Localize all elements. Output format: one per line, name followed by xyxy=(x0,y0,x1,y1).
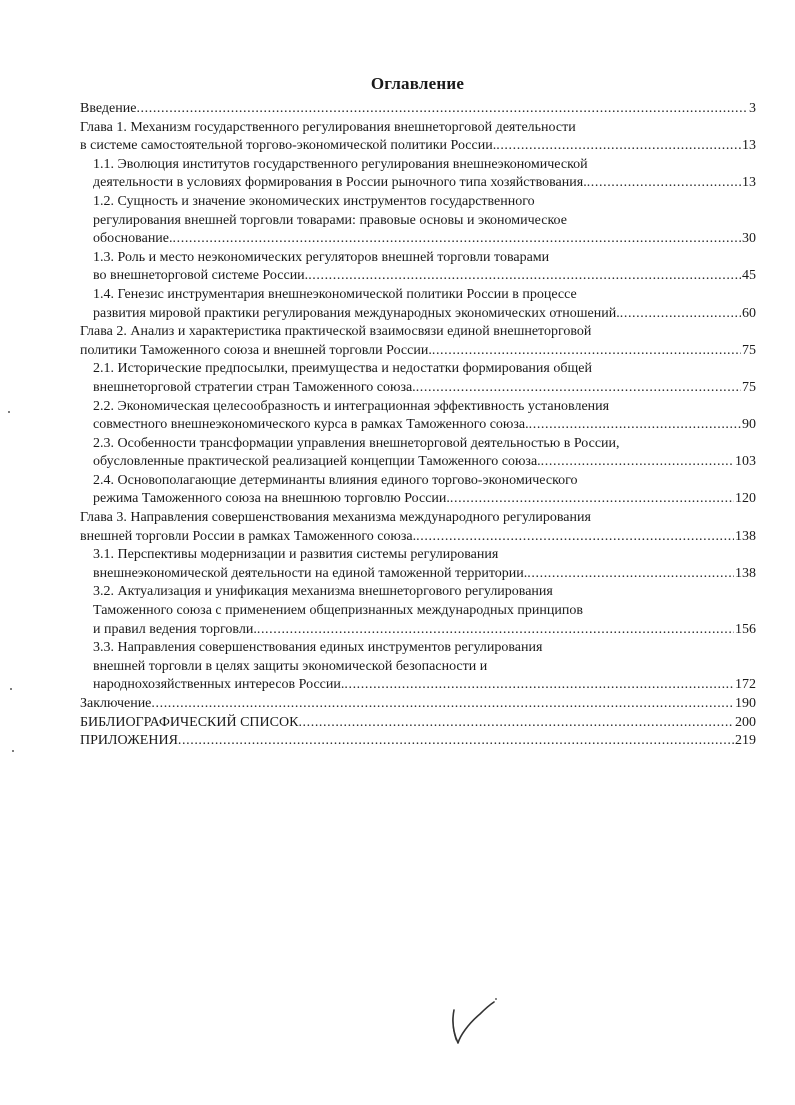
toc-entry-final-line xyxy=(80,714,756,733)
toc-subsection-entry xyxy=(93,472,756,509)
toc-entry-final-line xyxy=(80,695,756,714)
toc-entry-text: Введение xyxy=(80,101,137,116)
toc-entry-line: Глава 1. Механизм государственного регулирования внешнеторговой деятельности xyxy=(80,119,576,135)
toc-page-number: 90 xyxy=(742,417,756,433)
toc-entry-line: Глава 2. Анализ и характеристика практической взаимосвязи единой внешнеторговой xyxy=(80,324,592,340)
toc-entry-text: народнохозяйственных интересов России. xyxy=(93,677,345,693)
toc-entry-text: совместного внешнеэкономического курса в рамках Таможенного союза. xyxy=(93,417,529,433)
dot-leader xyxy=(527,565,734,584)
toc-entry-text: БИБЛИОГРАФИЧЕСКИЙ СПИСОК xyxy=(80,714,299,730)
toc-entry-final-line xyxy=(93,565,756,584)
scan-speck xyxy=(12,750,14,752)
toc-subsection-entry xyxy=(93,193,756,249)
toc-entry-text: во внешнеторговой системе России. xyxy=(93,268,309,284)
dot-leader xyxy=(151,695,734,714)
dot-leader xyxy=(344,676,734,695)
dot-leader xyxy=(298,714,734,733)
toc-entry-line: 1.3. Роль и место неэкономических регуляторов внешней торговли товарами xyxy=(93,249,550,265)
dot-leader xyxy=(620,305,741,324)
toc-page-number: 190 xyxy=(735,696,756,711)
toc-entry-line: 2.2. Экономическая целесообразность и интеграционная эффективность установления xyxy=(93,398,610,414)
handwritten-signature xyxy=(446,996,506,1056)
toc-section-entry xyxy=(80,714,756,733)
toc-entry-final-line xyxy=(93,621,756,640)
toc-subsection-entry xyxy=(93,360,756,397)
toc-subsection-entry xyxy=(93,583,756,639)
toc-entry-final-line xyxy=(93,490,756,509)
toc-subsection-entry xyxy=(93,286,756,323)
dot-leader xyxy=(529,416,741,435)
dot-leader xyxy=(432,342,741,361)
toc-section-entry xyxy=(80,732,756,751)
toc-entry-line: 1.4. Генезис инструментария внешнеэкономической политики России в процессе xyxy=(93,286,577,302)
toc-page-number: 13 xyxy=(742,175,756,191)
toc-entry-line: 3.3. Направления совершенствования единых инструментов регулирования xyxy=(93,640,543,656)
dot-leader xyxy=(173,230,741,249)
toc-entry-line: регулирования внешней торговли товарами: правовые основы и экономическое xyxy=(93,212,567,228)
toc-page-number: 45 xyxy=(742,268,756,284)
dot-leader xyxy=(450,490,734,509)
toc-page-number: 156 xyxy=(735,621,756,637)
toc-entry-final-line xyxy=(93,267,756,286)
toc-subsection-entry xyxy=(93,398,756,435)
toc-entry-text: в системе самостоятельной торгово-экономической политики России. xyxy=(80,138,497,154)
toc-entry-line: 2.3. Особенности трансформации управления внешнеторговой деятельностью в России, xyxy=(93,435,620,451)
toc-entry-line: Глава 3. Направления совершенствования механизма международного регулирования xyxy=(80,510,591,526)
toc-entry-final-line xyxy=(93,379,756,398)
toc-entry-text: обоснование. xyxy=(93,231,173,247)
dot-leader xyxy=(416,528,734,547)
toc-entry-final-line xyxy=(80,528,756,547)
toc-section-entry xyxy=(80,119,756,156)
scan-speck xyxy=(8,411,10,413)
toc-page-number: 200 xyxy=(735,714,756,730)
toc-entry-final-line xyxy=(93,676,756,695)
toc-entry-line: 2.1. Исторические предпосылки, преимущества и недостатки формирования общей xyxy=(93,361,592,377)
toc-entry-text: внешней торговли России в рамках Таможенного союза. xyxy=(80,528,417,544)
toc-page-number: 103 xyxy=(735,454,756,470)
toc-entry-line: 1.1. Эволюция институтов государственного регулирования внешнеэкономической xyxy=(93,156,588,172)
toc-entry-line: внешней торговли в целях защиты экономической безопасности и xyxy=(93,658,488,674)
toc-entry-final-line xyxy=(93,416,756,435)
toc-page-number: 138 xyxy=(735,528,756,544)
dot-leader xyxy=(416,379,741,398)
toc-subsection-entry xyxy=(93,546,756,583)
toc-entry-text: внешнеторговой стратегии стран Таможенного союза. xyxy=(93,379,416,395)
toc-page-number: 13 xyxy=(742,138,756,154)
toc-section-entry xyxy=(80,695,756,714)
toc-entry-text: и правил ведения торговли. xyxy=(93,621,257,637)
toc-entry-text: политики Таможенного союза и внешней торговли России. xyxy=(80,342,432,358)
toc-section-entry xyxy=(80,323,756,360)
toc-page-number: 75 xyxy=(742,379,756,395)
dot-leader xyxy=(178,732,734,751)
toc-page-number: 30 xyxy=(742,231,756,247)
toc-entry-final-line xyxy=(93,230,756,249)
dot-leader xyxy=(496,137,741,156)
toc-entry-final-line xyxy=(80,342,756,361)
page-title: Оглавление xyxy=(370,74,465,93)
toc-entry-final-line xyxy=(80,137,756,156)
dot-leader xyxy=(541,453,734,472)
toc-entry-text: ПРИЛОЖЕНИЯ xyxy=(80,733,178,749)
toc-entry-text: развития мировой практики регулирования международных экономических отношений. xyxy=(93,305,620,321)
scan-speck xyxy=(10,688,12,690)
toc-entry-text: деятельности в условиях формирования в России рыночного типа хозяйствования. xyxy=(93,175,587,191)
toc-entry-text: Заключение xyxy=(80,696,152,711)
toc-page-number: 60 xyxy=(742,305,756,321)
toc-page-number: 219 xyxy=(735,733,756,749)
toc-section-entry xyxy=(80,509,756,546)
toc-subsection-entry xyxy=(93,435,756,472)
dot-leader xyxy=(257,621,734,640)
toc-page-number: 138 xyxy=(735,565,756,581)
toc-entry-line: 3.1. Перспективы модернизации и развития системы регулирования xyxy=(93,547,499,563)
toc-section-entry xyxy=(80,100,756,119)
toc-entry-final-line xyxy=(93,174,756,193)
toc-entry-line: 1.2. Сущность и значение экономических инструментов государственного xyxy=(93,193,535,209)
toc-page-number: 172 xyxy=(735,677,756,693)
dot-leader xyxy=(308,267,741,286)
toc-entry-final-line xyxy=(93,305,756,324)
toc-entry-line: 2.4. Основополагающие детерминанты влияния единого торгово-экономического xyxy=(93,472,578,488)
toc-entry-line: 3.2. Актуализация и унификация механизма внешнеторгового регулирования xyxy=(93,584,553,600)
dot-leader xyxy=(136,100,748,119)
toc-subsection-entry xyxy=(93,639,756,695)
toc-page-number: 120 xyxy=(735,491,756,507)
toc-page-number: 3 xyxy=(749,101,756,116)
table-of-contents xyxy=(80,100,756,751)
toc-page-number: 75 xyxy=(742,342,756,358)
dot-leader xyxy=(587,174,741,193)
toc-subsection-entry xyxy=(93,156,756,193)
toc-entry-text: внешнеэкономической деятельности на единой таможенной территории. xyxy=(93,565,528,581)
toc-entry-final-line xyxy=(80,732,756,751)
toc-subsection-entry xyxy=(93,249,756,286)
toc-entry-final-line xyxy=(93,453,756,472)
toc-entry-text: обусловленные практической реализацией концепции Таможенного союза. xyxy=(93,454,541,470)
toc-entry-line: Таможенного союза с применением общепризнанных международных принципов xyxy=(93,603,583,619)
toc-entry-text: режима Таможенного союза на внешнюю торговлю России. xyxy=(93,491,450,507)
toc-entry-final-line xyxy=(80,100,756,119)
